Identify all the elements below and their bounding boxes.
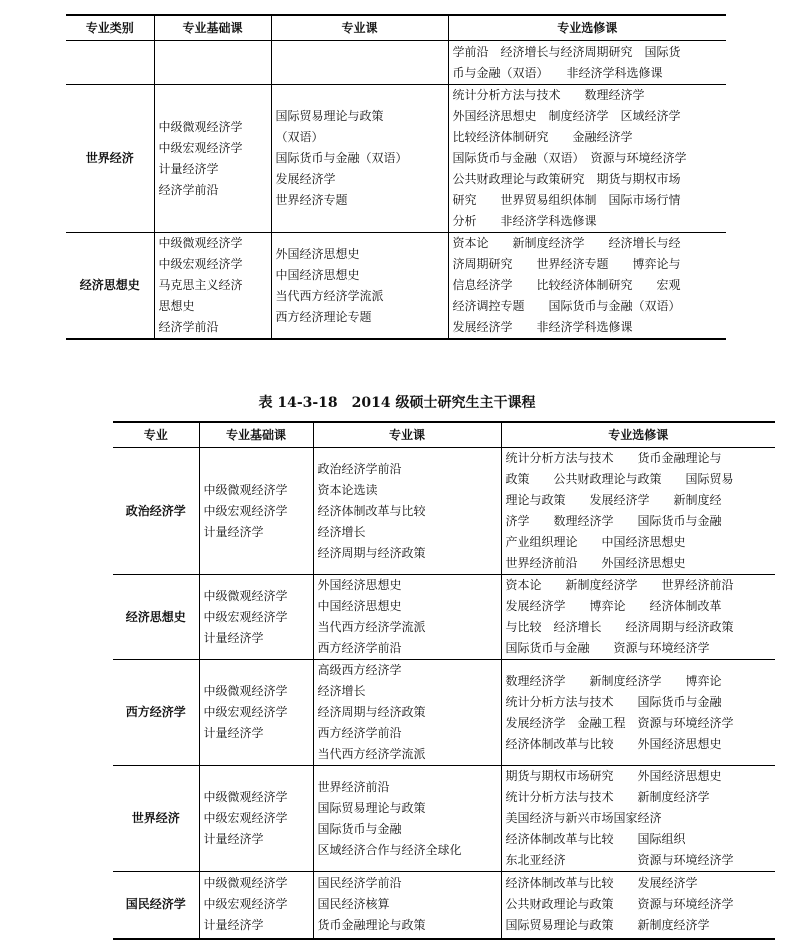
major-courses-cell: 外国经济思想史 中国经济思想史 当代西方经济学流派 西方经济学前沿 bbox=[313, 575, 501, 660]
header-category: 专业类别 bbox=[85, 20, 134, 35]
basic-courses-cell: 中级微观经济学 中级宏观经济学 马克思主义经济 思想史 经济学前沿 bbox=[154, 233, 271, 340]
major-courses-cell: 政治经济学前沿 资本论选读 经济体制改革与比较 经济增长 经济周期与经济政策 bbox=[313, 448, 501, 575]
major-courses-cell: 世界经济前沿 国际贸易理论与政策 国际货币与金融 区域经济合作与经济全球化 bbox=[313, 766, 501, 872]
category-cell: 国民经济学 bbox=[125, 897, 186, 912]
basic-courses-cell: 中级微观经济学 中级宏观经济学 计量经济学 bbox=[199, 660, 313, 766]
table-row bbox=[113, 575, 775, 660]
category-cell bbox=[66, 41, 154, 85]
basic-courses-cell bbox=[154, 41, 271, 85]
table-row bbox=[66, 41, 726, 85]
elective-courses-cell: 期货与期权市场研究 外国经济思想史 统计分析方法与技术 新制度经济学 美国经济与新兴市场国家经济 经济体制改革与比较 国际组织 东北亚经济 资源与环境经济学 bbox=[501, 766, 775, 872]
category-cell: 政治经济学 bbox=[125, 503, 186, 518]
table-header-row bbox=[66, 15, 726, 41]
header-major: 专业课 bbox=[313, 422, 501, 448]
table-row bbox=[113, 448, 775, 575]
table-row bbox=[66, 85, 726, 233]
elective-courses-cell: 资本论 新制度经济学 经济增长与经 济周期研究 世界经济专题 博弈论与 信息经济学 比较经济体制研究 宏观 经济调控专题 国际货币与金融（双语） 发展经济学 非经济学科选修课 bbox=[448, 233, 726, 340]
header-basic: 专业基础课 bbox=[154, 15, 271, 41]
table-row bbox=[66, 233, 726, 340]
basic-courses-cell: 中级微观经济学 中级宏观经济学 计量经济学 bbox=[199, 766, 313, 872]
major-courses-cell: 外国经济思想史 中国经济思想史 当代西方经济学流派 西方经济理论专题 bbox=[271, 233, 448, 340]
category-cell: 西方经济学 bbox=[125, 705, 186, 719]
major-courses-cell: 高级西方经济学 经济增长 经济周期与经济政策 西方经济学前沿 当代西方经济学流派 bbox=[313, 660, 501, 766]
basic-courses-cell: 中级微观经济学 中级宏观经济学 计量经济学 bbox=[199, 575, 313, 660]
table-header-row bbox=[113, 422, 775, 448]
table-row bbox=[113, 660, 775, 766]
table-row bbox=[113, 872, 775, 939]
header-major: 专业课 bbox=[271, 15, 448, 41]
elective-courses-cell: 统计分析方法与技术 数理经济学 外国经济思想史 制度经济学 区域经济学 比较经济体制研究 金融经济学 国际货币与金融（双语） 资源与环境经济学 公共财政理论与政策研究 期货与期权市场 研究 世界贸易组织体制 国际市场行情 分析 非经济学科选修课 bbox=[448, 85, 726, 233]
elective-courses-cell: 学前沿 经济增长与经济周期研究 国际货 币与金融（双语） 非经济学科选修课 bbox=[448, 41, 726, 85]
category-cell: 经济思想史 bbox=[79, 278, 140, 292]
basic-courses-cell: 中级微观经济学 中级宏观经济学 计量经济学 bbox=[199, 872, 313, 939]
major-courses-cell bbox=[271, 41, 448, 85]
courses-table-1 bbox=[66, 14, 726, 340]
category-cell: 世界经济 bbox=[131, 811, 180, 825]
major-courses-cell: 国际贸易理论与政策 （双语） 国际货币与金融（双语） 发展经济学 世界经济专题 bbox=[271, 85, 448, 233]
elective-courses-cell: 资本论 新制度经济学 世界经济前沿 发展经济学 博弈论 经济体制改革 与比较 经济增长 经济周期与经济政策 国际货币与金融 资源与环境经济学 bbox=[501, 575, 775, 660]
elective-courses-cell: 统计分析方法与技术 货币金融理论与 政策 公共财政理论与政策 国际贸易 理论与政策 发展经济学 新制度经 济学 数理经济学 国际货币与金融 产业组织理论 中国经济思想史 世界经济前沿 外国经济思想史 bbox=[501, 448, 775, 575]
elective-courses-cell: 经济体制改革与比较 发展经济学 公共财政理论与政策 资源与环境经济学 国际贸易理论与政策 新制度经济学 bbox=[501, 872, 775, 939]
category-cell: 经济思想史 bbox=[125, 609, 186, 624]
basic-courses-cell: 中级微观经济学 中级宏观经济学 计量经济学 bbox=[199, 448, 313, 575]
courses-table-2 bbox=[113, 421, 775, 940]
header-basic: 专业基础课 bbox=[199, 422, 313, 448]
elective-courses-cell: 数理经济学 新制度经济学 博弈论 统计分析方法与技术 国际货币与金融 发展经济学 金融工程 资源与环境经济学 经济体制改革与比较 外国经济思想史 bbox=[501, 660, 775, 766]
table-caption: 表 14-3-18 2014 级硕士研究生主干课程 bbox=[258, 395, 536, 411]
basic-courses-cell: 中级微观经济学 中级宏观经济学 计量经济学 经济学前沿 bbox=[154, 85, 271, 233]
header-elective: 专业选修课 bbox=[448, 15, 726, 41]
header-elective: 专业选修课 bbox=[501, 422, 775, 448]
table-row bbox=[113, 766, 775, 872]
major-courses-cell: 国民经济学前沿 国民经济核算 货币金融理论与政策 bbox=[313, 872, 501, 939]
header-major-name: 专业 bbox=[143, 427, 168, 442]
category-cell: 世界经济 bbox=[85, 151, 134, 165]
